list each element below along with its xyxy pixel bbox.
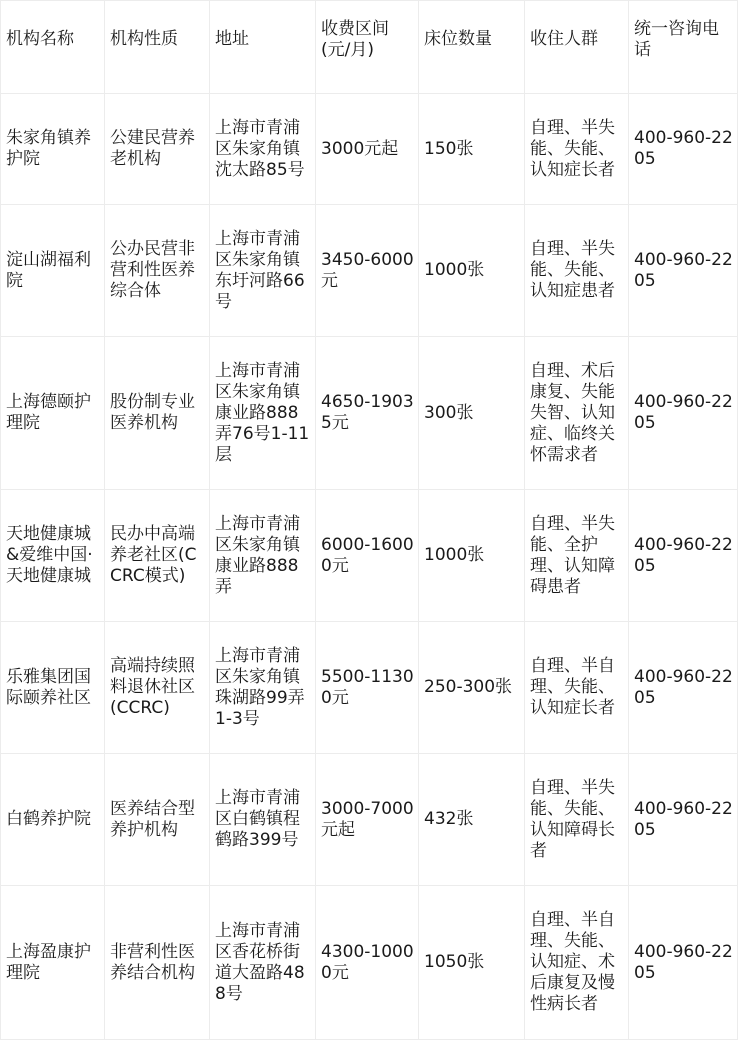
cell-name: 淀山湖福利院 (1, 205, 105, 337)
cell-residents: 自理、半失能、失能、认知障碍长者 (525, 754, 629, 886)
cell-phone: 400-960-2205 (629, 490, 738, 622)
cell-address: 上海市青浦区朱家角镇东圩河路66号 (210, 205, 316, 337)
header-phone: 统一咨询电话 (629, 1, 738, 94)
cell-phone: 400-960-2205 (629, 754, 738, 886)
table-row (1, 490, 738, 622)
cell-fee: 3450-6000元 (316, 205, 419, 337)
cell-name: 朱家角镇养护院 (1, 94, 105, 205)
table-row (1, 205, 738, 337)
cell-residents: 自理、半自理、失能、认知症、术后康复及慢性病长者 (525, 886, 629, 1040)
cell-nature: 公办民营非营利性医养综合体 (105, 205, 210, 337)
cell-beds: 300张 (419, 337, 525, 490)
cell-phone: 400-960-2205 (629, 337, 738, 490)
cell-address: 上海市青浦区朱家角镇珠湖路99弄1-3号 (210, 622, 316, 754)
cell-fee: 4300-10000元 (316, 886, 419, 1040)
cell-beds: 1050张 (419, 886, 525, 1040)
cell-residents: 自理、半失能、失能、认知症长者 (525, 94, 629, 205)
table-row (1, 886, 738, 1040)
cell-name: 天地健康城&爱维中国·天地健康城 (1, 490, 105, 622)
header-fee: 收费区间(元/月) (316, 1, 419, 94)
cell-beds: 432张 (419, 754, 525, 886)
header-address: 地址 (210, 1, 316, 94)
cell-fee: 3000-7000元起 (316, 754, 419, 886)
cell-beds: 250-300张 (419, 622, 525, 754)
cell-name: 乐雅集团国际颐养社区 (1, 622, 105, 754)
cell-nature: 公建民营养老机构 (105, 94, 210, 205)
cell-nature: 医养结合型养护机构 (105, 754, 210, 886)
header-nature: 机构性质 (105, 1, 210, 94)
cell-name: 白鹤养护院 (1, 754, 105, 886)
header-name: 机构名称 (1, 1, 105, 94)
cell-address: 上海市青浦区朱家角镇康业路888弄 (210, 490, 316, 622)
cell-nature: 高端持续照料退休社区(CCRC) (105, 622, 210, 754)
cell-address: 上海市青浦区朱家角镇沈太路85号 (210, 94, 316, 205)
cell-nature: 股份制专业医养机构 (105, 337, 210, 490)
cell-phone: 400-960-2205 (629, 622, 738, 754)
table-row (1, 94, 738, 205)
cell-fee: 6000-16000元 (316, 490, 419, 622)
cell-beds: 150张 (419, 94, 525, 205)
cell-beds: 1000张 (419, 490, 525, 622)
cell-phone: 400-960-2205 (629, 886, 738, 1040)
cell-residents: 自理、半自理、失能、认知症长者 (525, 622, 629, 754)
table-header-row (1, 1, 738, 94)
cell-fee: 3000元起 (316, 94, 419, 205)
cell-fee: 5500-11300元 (316, 622, 419, 754)
cell-residents: 自理、术后康复、失能失智、认知症、临终关怀需求者 (525, 337, 629, 490)
cell-phone: 400-960-2205 (629, 205, 738, 337)
cell-nature: 非营利性医养结合机构 (105, 886, 210, 1040)
cell-residents: 自理、半失能、全护理、认知障碍患者 (525, 490, 629, 622)
table-row (1, 754, 738, 886)
cell-nature: 民办中高端养老社区(CCRC模式) (105, 490, 210, 622)
cell-name: 上海盈康护理院 (1, 886, 105, 1040)
cell-phone: 400-960-2205 (629, 94, 738, 205)
header-residents: 收住人群 (525, 1, 629, 94)
cell-address: 上海市青浦区香花桥街道大盈路488号 (210, 886, 316, 1040)
cell-name: 上海德颐护理院 (1, 337, 105, 490)
table-row (1, 622, 738, 754)
cell-address: 上海市青浦区白鹤镇程鹤路399号 (210, 754, 316, 886)
table-row (1, 337, 738, 490)
cell-fee: 4650-19035元 (316, 337, 419, 490)
cell-address: 上海市青浦区朱家角镇康业路888弄76号1-11层 (210, 337, 316, 490)
cell-beds: 1000张 (419, 205, 525, 337)
cell-residents: 自理、半失能、失能、认知症患者 (525, 205, 629, 337)
header-beds: 床位数量 (419, 1, 525, 94)
